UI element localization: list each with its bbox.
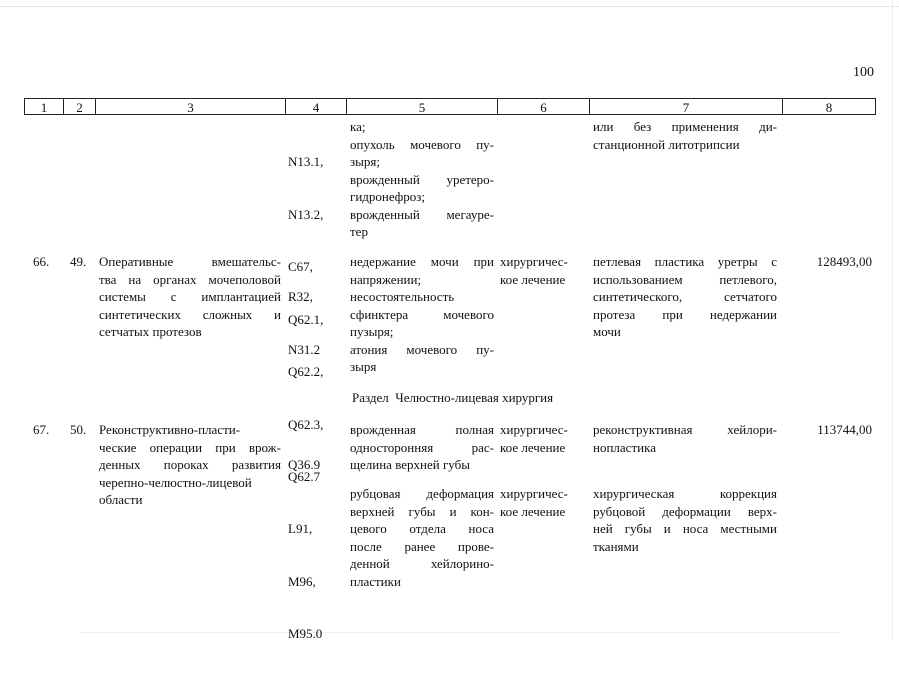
code-line: Q36.9 xyxy=(288,457,321,472)
group-number: 50. xyxy=(70,422,87,437)
condition-line: гидронефроз; xyxy=(350,189,425,204)
codes-cell xyxy=(288,485,322,678)
treatment-line: хирургичес- xyxy=(500,254,568,269)
conditions-cell xyxy=(350,118,494,241)
conditions-cell xyxy=(350,253,494,376)
condition-line: тер xyxy=(350,224,368,239)
condition-line: после ранее прове- xyxy=(350,538,494,554)
condition-line: несостоятельность xyxy=(350,289,455,304)
condition-line: пластики xyxy=(350,573,401,589)
scan-edge-bottom xyxy=(80,632,839,633)
condition-line: пузыря; xyxy=(350,324,394,339)
row-number: 67. xyxy=(33,422,50,437)
name-line: сетчатых протезов xyxy=(99,324,202,339)
code-line: M96, xyxy=(288,573,316,589)
method-line: или без применения ди- xyxy=(593,119,777,134)
name-line: системы с имплантацией xyxy=(99,289,281,304)
method-cell xyxy=(593,253,777,341)
col-header-4: 4 xyxy=(285,98,346,115)
col-header-2: 2 xyxy=(63,98,95,115)
code-line: R32, xyxy=(288,289,313,304)
condition-line: зыря xyxy=(350,359,377,374)
method-line: рубцовой деформации верх- xyxy=(593,503,777,519)
condition-line: врожденная полная xyxy=(350,422,494,437)
group-number: 49. xyxy=(70,254,87,269)
method-cell xyxy=(593,118,777,153)
code-line: Q62.1, xyxy=(288,311,324,327)
code-line: Q62.3, xyxy=(288,416,324,432)
condition-line: денной хейлорино- xyxy=(350,556,494,571)
conditions-cell xyxy=(350,485,494,590)
method-line: хирургическая коррекция xyxy=(593,486,777,501)
code-line: N31.2 xyxy=(288,341,321,357)
condition-line: верхней губы и кон- xyxy=(350,503,494,519)
name-line: тва на органах мочеполовой xyxy=(99,271,281,287)
method-line: мочи xyxy=(593,324,621,339)
condition-line: атония мочевого пу- xyxy=(350,341,494,357)
page-number: 100 xyxy=(853,65,874,80)
code-line: Q62.2, xyxy=(288,364,324,379)
cost-cell: 113744,00 xyxy=(817,422,872,437)
condition-line: недержание мочи при xyxy=(350,254,494,269)
condition-line: щелина верхней губы xyxy=(350,457,470,472)
method-line: петлевая пластика уретры с xyxy=(593,254,777,269)
name-line: денных пороках развития xyxy=(99,457,281,472)
col-header-7: 7 xyxy=(589,98,782,115)
treatment-line: хирургичес- xyxy=(500,486,568,501)
condition-line: сфинктера мочевого xyxy=(350,306,494,322)
row-number: 66. xyxy=(33,254,50,269)
code-line: Q62.7 xyxy=(288,469,321,484)
method-line: тканями xyxy=(593,538,639,554)
name-line: ческие операции при врож- xyxy=(99,439,281,455)
col-header-5: 5 xyxy=(346,98,497,115)
name-line: синтетических сложных и xyxy=(99,306,281,322)
treatment-line: кое лечение xyxy=(500,503,566,519)
cost-cell: 128493,00 xyxy=(816,254,872,269)
condition-line: напряжении; xyxy=(350,271,422,287)
name-line: черепно-челюстно-лицевой xyxy=(99,474,252,490)
procedure-name-cell xyxy=(99,421,281,509)
name-line: Оперативные вмешательс- xyxy=(99,254,281,269)
codes-cell xyxy=(288,253,320,393)
condition-line: врожденный уретеро- xyxy=(350,171,494,187)
method-line: реконструктивная хейлори- xyxy=(593,422,777,437)
method-line: нопластика xyxy=(593,439,656,455)
code-line: M95.0 xyxy=(288,626,323,641)
treatment-type-cell xyxy=(500,421,584,456)
method-line: протеза при недержании xyxy=(593,306,777,322)
code-line: N13.1, xyxy=(288,154,324,169)
method-cell xyxy=(593,421,777,456)
code-line: L91, xyxy=(288,521,313,536)
procedure-name-cell xyxy=(99,253,281,341)
condition-line: опухоль мочевого пу- xyxy=(350,136,494,152)
scan-edge-right xyxy=(892,0,893,640)
treatment-line: кое лечение xyxy=(500,271,566,287)
conditions-cell xyxy=(350,421,494,474)
method-line: использованием петлевого, xyxy=(593,271,777,287)
condition-line: рубцовая деформация xyxy=(350,486,494,501)
col-header-1: 1 xyxy=(24,98,63,115)
treatment-type-cell xyxy=(500,485,584,520)
condition-line: цевого отдела носа xyxy=(350,521,494,536)
treatment-type-cell xyxy=(500,253,584,288)
section-heading: Раздел Челюстно-лицевая хирургия xyxy=(352,390,554,405)
condition-line: врожденный мегауре- xyxy=(350,206,494,222)
condition-line: зыря; xyxy=(350,154,380,169)
condition-line: односторонняя рас- xyxy=(350,439,494,455)
condition-line: ка; xyxy=(350,119,366,134)
col-header-6: 6 xyxy=(497,98,589,115)
method-cell xyxy=(593,485,777,555)
scan-edge-top xyxy=(0,6,899,7)
name-line: области xyxy=(99,492,143,507)
name-line: Реконструктивно-пласти- xyxy=(99,422,241,437)
col-header-3: 3 xyxy=(95,98,285,115)
treatment-line: кое лечение xyxy=(500,439,566,455)
code-line: C67, xyxy=(288,259,313,274)
col-header-8: 8 xyxy=(782,98,876,115)
method-line: ней губы и носа местными xyxy=(593,521,777,536)
code-line: N13.2, xyxy=(288,206,324,222)
method-line: синтетического, сетчатого xyxy=(593,289,777,304)
treatment-line: хирургичес- xyxy=(500,422,568,437)
method-line: станционной литотрипсии xyxy=(593,136,740,152)
